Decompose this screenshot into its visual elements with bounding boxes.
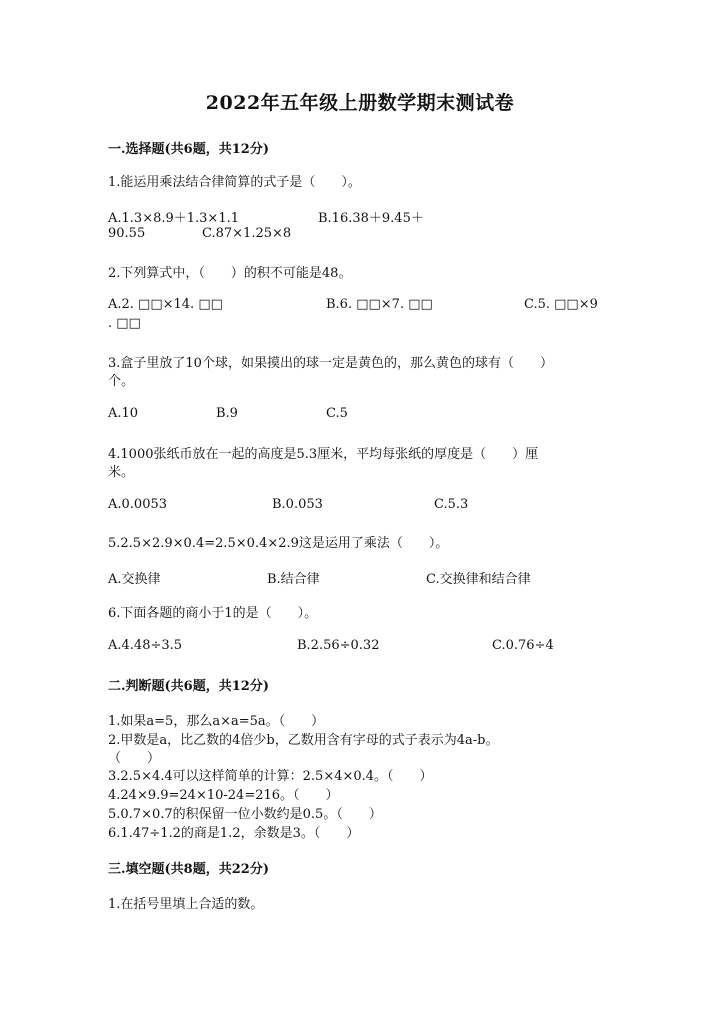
choice-1-option-c: C.87×1.25×8 [202,226,292,241]
judge-item-3: 3.2.5×4.4可以这样简单的计算：2.5×4×0.4。（ ） [108,769,433,784]
section-heading-judge: 二.判断题(共6题，共12分) [108,679,269,694]
exam-title: 2022年五年级上册数学期末测试卷 [205,92,515,114]
choice-question-3-continued: 个。 [108,374,135,389]
choice-2-option-b: B.6. □□×7. □□ [326,297,433,312]
choice-question-4: 4.1000张纸币放在一起的高度是5.3厘米，平均每张纸的厚度是（ ）厘 [108,447,539,462]
judge-item-4: 4.24×9.9=24×10-24=216。（ ） [108,788,339,803]
choice-2-option-c: C.5. □□×9 [524,297,598,312]
choice-5-option-c: C.交换律和结合律 [426,572,531,587]
choice-question-4-continued: 米。 [108,465,135,480]
judge-item-5: 5.0.7×0.7的积保留一位小数约是0.5。（ ） [108,807,382,822]
judge-item-1: 1.如果a=5，那么a×a=5a。（ ） [108,714,325,729]
judge-item-2-continued: （ ） [108,751,161,766]
choice-4-option-c: C.5.3 [434,497,469,512]
choice-1-option-b: B.16.38＋9.45＋ [318,211,424,226]
choice-3-option-c: C.5 [326,406,348,421]
choice-question-1: 1.能运用乘法结合律简算的式子是（ ）。 [108,175,361,190]
choice-6-option-c: C.0.76÷4 [492,638,554,653]
choice-5-option-b: B.结合律 [267,572,320,587]
choice-2-option-a: A.2. □□×14. □□ [108,297,223,312]
choice-5-option-a: A.交换律 [108,572,161,587]
choice-question-2: 2.下列算式中，（ ）的积不可能是48。 [108,266,352,281]
choice-4-option-a: A.0.0053 [108,497,168,512]
judge-item-6: 6.1.47÷1.2的商是1.2，余数是3。（ ） [108,826,360,841]
section-heading-choice: 一.选择题(共6题，共12分) [108,142,269,157]
choice-4-option-b: B.0.053 [272,497,323,512]
choice-question-3: 3.盒子里放了10个球，如果摸出的球一定是黄色的，那么黄色的球有（ ） [108,356,553,371]
choice-3-option-b: B.9 [216,406,238,421]
choice-6-option-b: B.2.56÷0.32 [297,638,380,653]
choice-2-option-c-continued: . □□ [108,316,141,331]
choice-3-option-a: A.10 [108,406,139,421]
section-heading-fill: 三.填空题(共8题，共22分) [108,862,269,877]
judge-item-2: 2.甲数是a，比乙数的4倍少b，乙数用含有字母的式子表示为4a-b。 [108,733,499,748]
choice-question-5: 5.2.5×2.9×0.4=2.5×0.4×2.9这是运用了乘法（ ）。 [108,536,449,551]
fill-item-1: 1.在括号里填上合适的数。 [108,897,264,912]
choice-question-6: 6.下面各题的商小于1的是（ ）。 [108,606,318,621]
choice-1-option-a: A.1.3×8.9＋1.3×1.1 [108,211,240,226]
choice-1-option-b-continued: 90.55 [108,226,146,241]
choice-6-option-a: A.4.48÷3.5 [108,638,183,653]
